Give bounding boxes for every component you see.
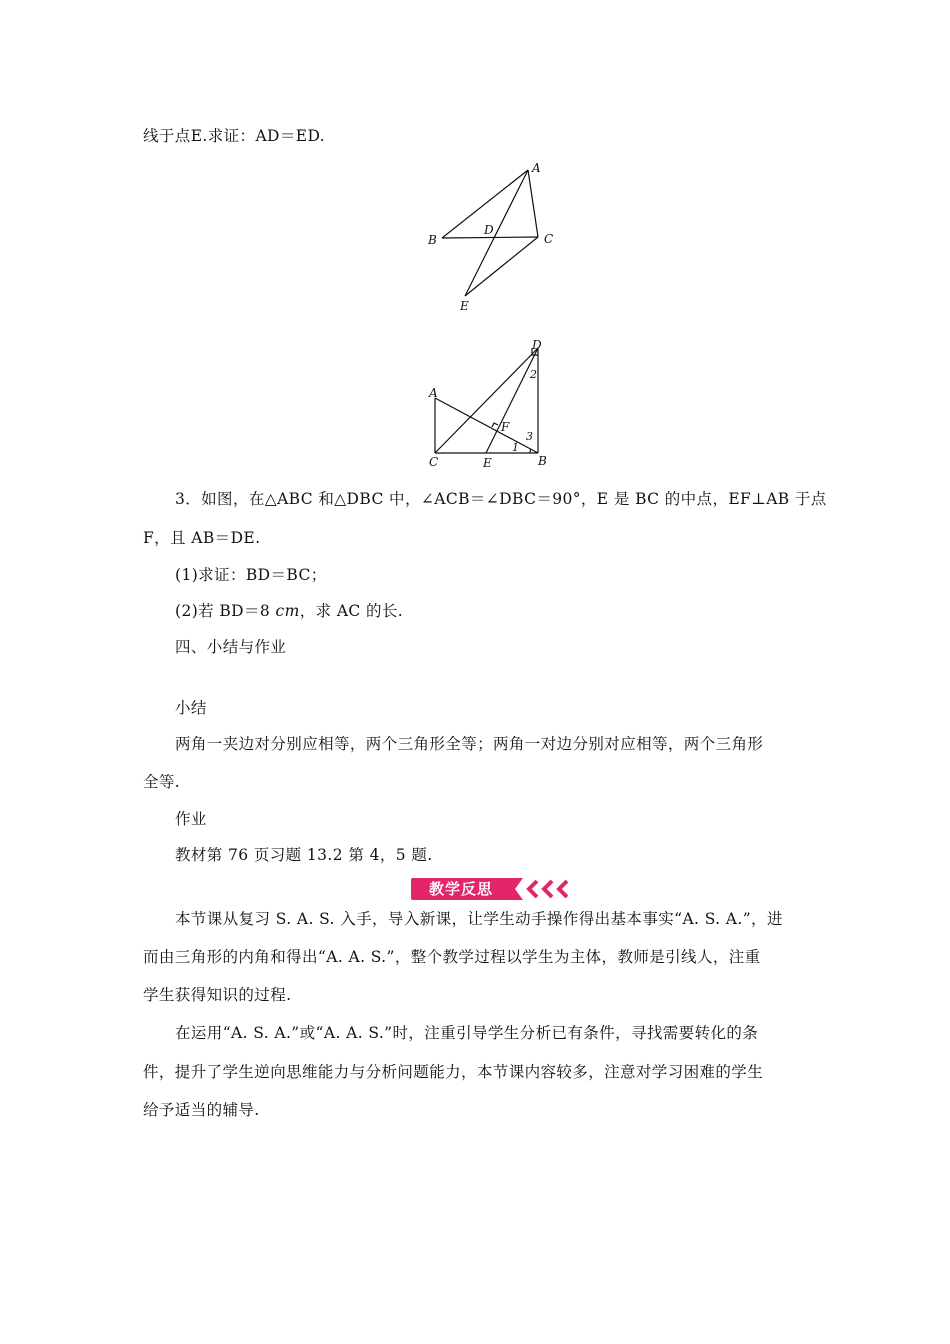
q2-prefix: (2)若 BD＝8 [175,602,276,620]
problem3-line2: F，且 AB＝DE. [143,529,261,547]
label-F: F [501,420,510,434]
label-A: A [532,161,541,175]
reflection-p2-line1: 在运用“A. S. A.”或“A. A. S.”时，注重引导学生分析已有条件，寻找需要转化的条 [175,1024,759,1042]
label-B: B [538,454,547,468]
figure-triangle-abc-e [420,155,570,320]
problem3-question1: (1)求证：BD＝BC； [175,566,327,584]
reflection-p1-line2: 而由三角形的内角和得出“A. A. S.”，整个教学过程以学生为主体，教师是引线人，注重 [143,948,761,966]
reflection-p2-line2: 件，提升了学生逆向思维能力与分析问题能力，本节课内容较多，注意对学习困难的学生 [143,1063,764,1081]
label-angle-2: 2 [530,368,537,381]
label-E: E [460,299,469,313]
homework-line: 教材第 76 页习题 13.2 第 4，5 题. [175,846,433,864]
homework-title: 作业 [175,810,207,828]
label-C: C [544,232,554,246]
problem3-question2 [175,601,403,621]
q2-suffix: ，求 AC 的长. [299,602,404,620]
reflection-banner [411,878,581,900]
q2-unit: cm [275,602,300,620]
label-angle-3: 3 [526,430,533,443]
banner-label: 教学反思 [428,880,493,898]
figure-triangles-abc-dbc [420,333,560,473]
label-B: B [428,233,437,247]
reflection-p1-line3: 学生获得知识的过程. [143,986,292,1004]
summary-line2: 全等. [143,773,181,791]
label-angle-1: 1 [512,441,519,454]
label-D: D [532,338,542,352]
reflection-p1-line1: 本节课从复习 S. A. S. 入手，导入新课，让学生动手操作得出基本事实“A. S. A.”，进 [175,910,783,928]
label-C: C [429,455,439,469]
label-D: D [484,223,494,237]
figure1-svg [420,155,570,320]
banner-arrows-icon [509,878,581,900]
section-heading: 四、小结与作业 [175,638,287,656]
label-A: A [429,386,438,400]
text-line: 线于点E.求证：AD＝ED. [143,127,326,145]
summary-title: 小结 [175,699,207,717]
figure2-svg [420,333,560,473]
problem3-line1: 3．如图，在△ABC 和△DBC 中，∠ACB＝∠DBC＝90°，E 是 BC 的中点，EF⊥AB 于点 [175,490,827,508]
summary-line1: 两角一夹边对分别应相等，两个三角形全等；两角一对边分别对应相等，两个三角形 [175,735,764,753]
label-E: E [483,456,492,470]
reflection-p2-line3: 给予适当的辅导. [143,1101,260,1119]
